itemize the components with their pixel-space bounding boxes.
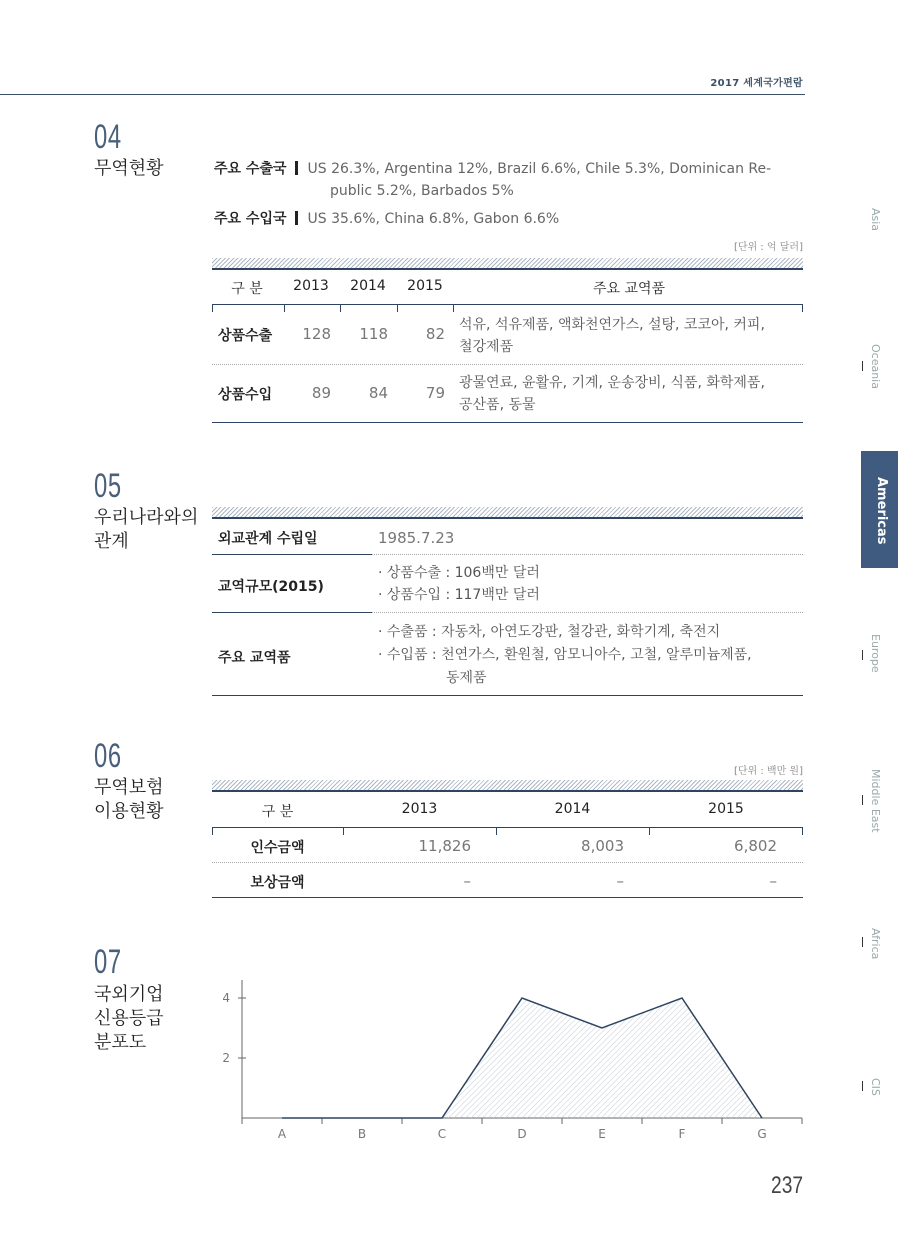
section-05-number: 05 <box>94 467 122 505</box>
column-tick <box>397 304 398 312</box>
credit-rating-chart <box>212 975 812 1150</box>
row-divider <box>212 364 803 365</box>
sidebar-item-americas[interactable] <box>861 451 898 568</box>
column-tick <box>802 827 803 835</box>
table-top-rule <box>212 790 803 792</box>
column-tick <box>284 304 285 312</box>
column-tick <box>212 304 213 312</box>
table-bottom-rule <box>212 695 803 696</box>
sidebar-item-cis[interactable]: CIS <box>869 1078 882 1096</box>
section-06-title: 무역보험 이용현황 <box>94 777 164 822</box>
main-items-import-cont: 동제품 <box>446 670 487 686</box>
row-import-2013: 89 <box>311 384 331 402</box>
col-header-2015: 2015 <box>407 278 443 294</box>
col-header-category: 구 분 <box>261 804 294 820</box>
section-04-number: 04 <box>94 118 122 156</box>
column-tick <box>649 827 650 835</box>
sidebar-marker <box>862 1081 863 1091</box>
import-countries-row <box>214 208 559 230</box>
row-divider <box>212 862 803 863</box>
trade-volume-import: · 상품수입 : 117백만 달러 <box>378 587 540 603</box>
y-tick-label: 4 <box>222 991 230 1005</box>
row-import-label: 상품수입 <box>218 387 273 403</box>
col-header-category: 구 분 <box>231 281 263 297</box>
hatch-band <box>212 780 803 790</box>
col-header-2013: 2013 <box>293 278 329 294</box>
section-04-title: 무역현황 <box>94 158 164 179</box>
sidebar-marker <box>862 937 863 947</box>
row-export-items-2: 철강제품 <box>459 339 514 355</box>
row-divider <box>372 554 803 555</box>
diplomatic-date-value: 1985.7.23 <box>378 529 455 547</box>
row-export-items-1: 석유, 석유제품, 액화천연가스, 설탕, 코코아, 커피, <box>459 317 765 333</box>
import-countries-label: 주요 수입국 <box>214 211 287 227</box>
x-tick-label: F <box>678 1127 686 1141</box>
table-bottom-rule <box>212 897 803 898</box>
column-tick <box>453 304 454 312</box>
x-tick-label: D <box>517 1127 527 1141</box>
row-export-label: 상품수출 <box>218 328 273 344</box>
row-underwriting-2015: 6,802 <box>734 837 777 855</box>
hatch-band <box>212 258 803 268</box>
sidebar-marker <box>862 361 863 371</box>
sidebar-item-asia[interactable]: Asia <box>869 208 882 232</box>
row-underwriting-label: 인수금액 <box>250 840 305 856</box>
divider-bar <box>295 211 298 225</box>
x-tick-label: B <box>357 1127 367 1141</box>
row-compensation-label: 보상금액 <box>250 875 305 891</box>
trade-volume-export: · 상품수출 : 106백만 달러 <box>378 565 540 581</box>
diplomatic-date-label: 외교관계 수립일 <box>218 531 318 547</box>
x-tick-label: C <box>437 1127 447 1141</box>
header-bottom-rule <box>212 827 803 828</box>
export-countries-label: 주요 수출국 <box>214 161 287 177</box>
sidebar-item-africa[interactable]: Africa <box>869 928 882 960</box>
table-top-rule <box>212 268 803 270</box>
main-items-label: 주요 교역품 <box>218 650 291 666</box>
header-rule <box>0 94 805 95</box>
section-07-number: 07 <box>94 943 122 981</box>
col-header-2015: 2015 <box>708 801 744 817</box>
col-header-2014: 2014 <box>554 801 591 817</box>
import-countries-value: US 35.6%, China 6.8%, Gabon 6.6% <box>307 211 560 227</box>
y-tick-label: 2 <box>222 1051 230 1065</box>
row-import-items-2: 공산품, 동물 <box>459 397 536 413</box>
row-import-items-1: 광물연료, 윤활유, 기계, 운송장비, 식품, 화학제품, <box>459 375 765 391</box>
col-header-2013: 2013 <box>401 801 438 817</box>
sidebar-marker <box>862 795 863 805</box>
column-tick <box>212 827 213 835</box>
label-rule <box>212 554 372 555</box>
section-06-number: 06 <box>94 737 122 775</box>
row-underwriting-2014: 8,003 <box>581 837 624 855</box>
table-top-rule <box>212 517 803 519</box>
label-rule <box>212 612 372 613</box>
row-compensation-2014: – <box>616 872 624 890</box>
export-countries-value: US 26.3%, Argentina 12%, Brazil 6.6%, Chile 5.3%, Dominican Re- <box>307 161 772 177</box>
col-header-items: 주요 교역품 <box>592 281 666 297</box>
x-tick-label: E <box>598 1127 606 1141</box>
export-countries-row <box>214 158 771 180</box>
sidebar-marker <box>862 650 863 660</box>
x-tick-label: G <box>757 1127 767 1141</box>
section-07-title: 국외기업 신용등급 분포도 <box>94 984 164 1053</box>
row-import-2015: 79 <box>425 384 445 402</box>
area-fill <box>282 998 762 1118</box>
x-tick-label: A <box>277 1127 287 1141</box>
running-header-title: 2017 세계국가편람 <box>710 78 803 89</box>
column-tick <box>496 827 497 835</box>
sidebar-item-europe[interactable]: Europe <box>869 634 882 673</box>
row-divider <box>372 612 803 613</box>
trade-volume-label: 교역규모(2015) <box>218 579 324 595</box>
trade-table-unit: [단위 : 억 달러] <box>733 242 803 253</box>
row-compensation-2013: – <box>463 872 471 890</box>
sidebar-item-oceania[interactable]: Oceania <box>869 344 882 389</box>
insurance-table-unit: [단위 : 백만 원] <box>733 766 803 777</box>
section-05-title: 우리나라와의 관계 <box>94 507 199 552</box>
column-tick <box>802 304 803 312</box>
row-underwriting-2013: 11,826 <box>418 837 471 855</box>
sidebar-item-americas-label: Americas <box>874 477 889 545</box>
column-tick <box>343 827 344 835</box>
column-tick <box>340 304 341 312</box>
row-export-2013: 128 <box>302 325 331 343</box>
sidebar-item-middle-east[interactable]: Middle East <box>869 769 882 833</box>
header-bottom-rule <box>212 304 803 305</box>
main-items-import: · 수입품 : 천연가스, 환원철, 암모니아수, 고철, 알루미늄제품, <box>378 647 752 663</box>
row-import-2014: 84 <box>368 384 388 402</box>
divider-bar <box>295 161 298 175</box>
col-header-2014: 2014 <box>350 278 386 294</box>
row-export-2015: 82 <box>425 325 445 343</box>
main-items-export: · 수출품 : 자동차, 아연도강판, 철강관, 화학기계, 축전지 <box>378 624 721 640</box>
table-bottom-rule <box>212 422 803 423</box>
row-compensation-2015: – <box>769 872 777 890</box>
hatch-band <box>212 507 803 517</box>
export-countries-value-cont: public 5.2%, Barbados 5% <box>330 183 514 199</box>
row-export-2014: 118 <box>359 325 388 343</box>
page-number: 237 <box>770 1172 803 1199</box>
